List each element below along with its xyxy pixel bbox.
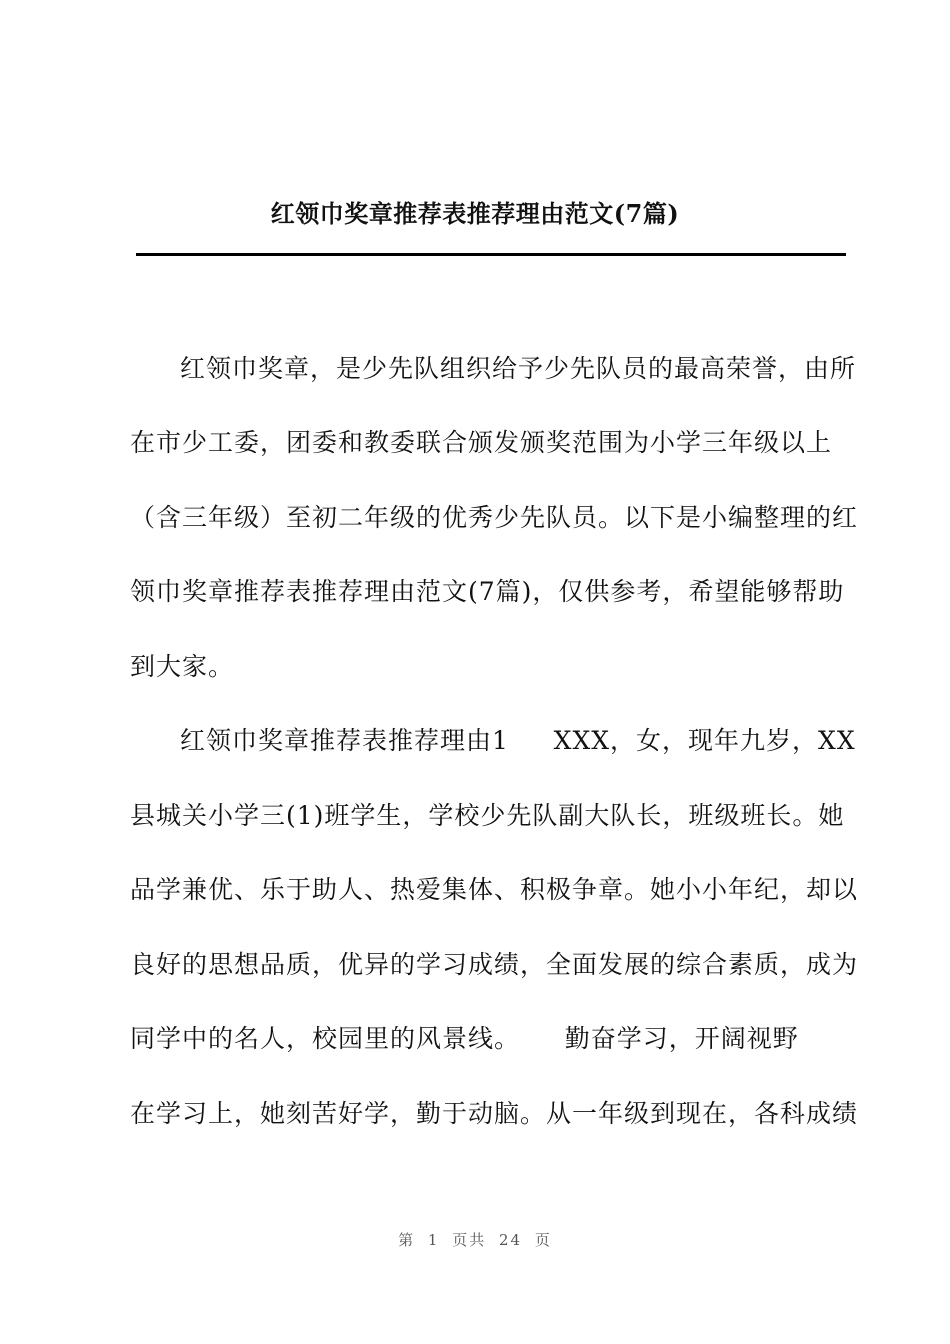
text-line: 到大家。 [130,652,235,681]
text-line: 良好的思想品质，优异的学习成绩，全面发展的综合素质，成为 [130,950,859,979]
text-line: （含三年级）至初二年级的优秀少先队员。以下是小编整理的红 [130,503,859,532]
text-line: 县城关小学三(1)班学生，学校少先队副大队长，班级班长。她 [130,801,845,830]
text-line: 同学中的名人，校园里的风景线。 勤奋学习，开阔视野 [130,1024,799,1053]
page-number-footer: 第 1 页共 24 页 [398,1231,552,1249]
text-line: 红领巾奖章，是少先队组织给予少先队员的最高荣誉，由所 [180,354,857,383]
text-line: 在学习上，她刻苦好学，勤于动脑。从一年级到现在，各科成绩 [130,1099,859,1128]
text-line: 在市少工委，团委和教委联合颁发颁奖范围为小学三年级以上 [130,428,833,457]
text-line: 领巾奖章推荐表推荐理由范文(7篇)，仅供参考，希望能够帮助 [130,577,845,606]
text-line: 品学兼优、乐于助人、热爱集体、积极争章。她小小年纪，却以 [130,875,859,904]
title-divider [136,253,846,256]
page-title: 红领巾奖章推荐表推荐理由范文(7篇) [270,199,680,228]
text-line: 红领巾奖章推荐表推荐理由1 XXX，女，现年九岁，XX [180,726,856,755]
